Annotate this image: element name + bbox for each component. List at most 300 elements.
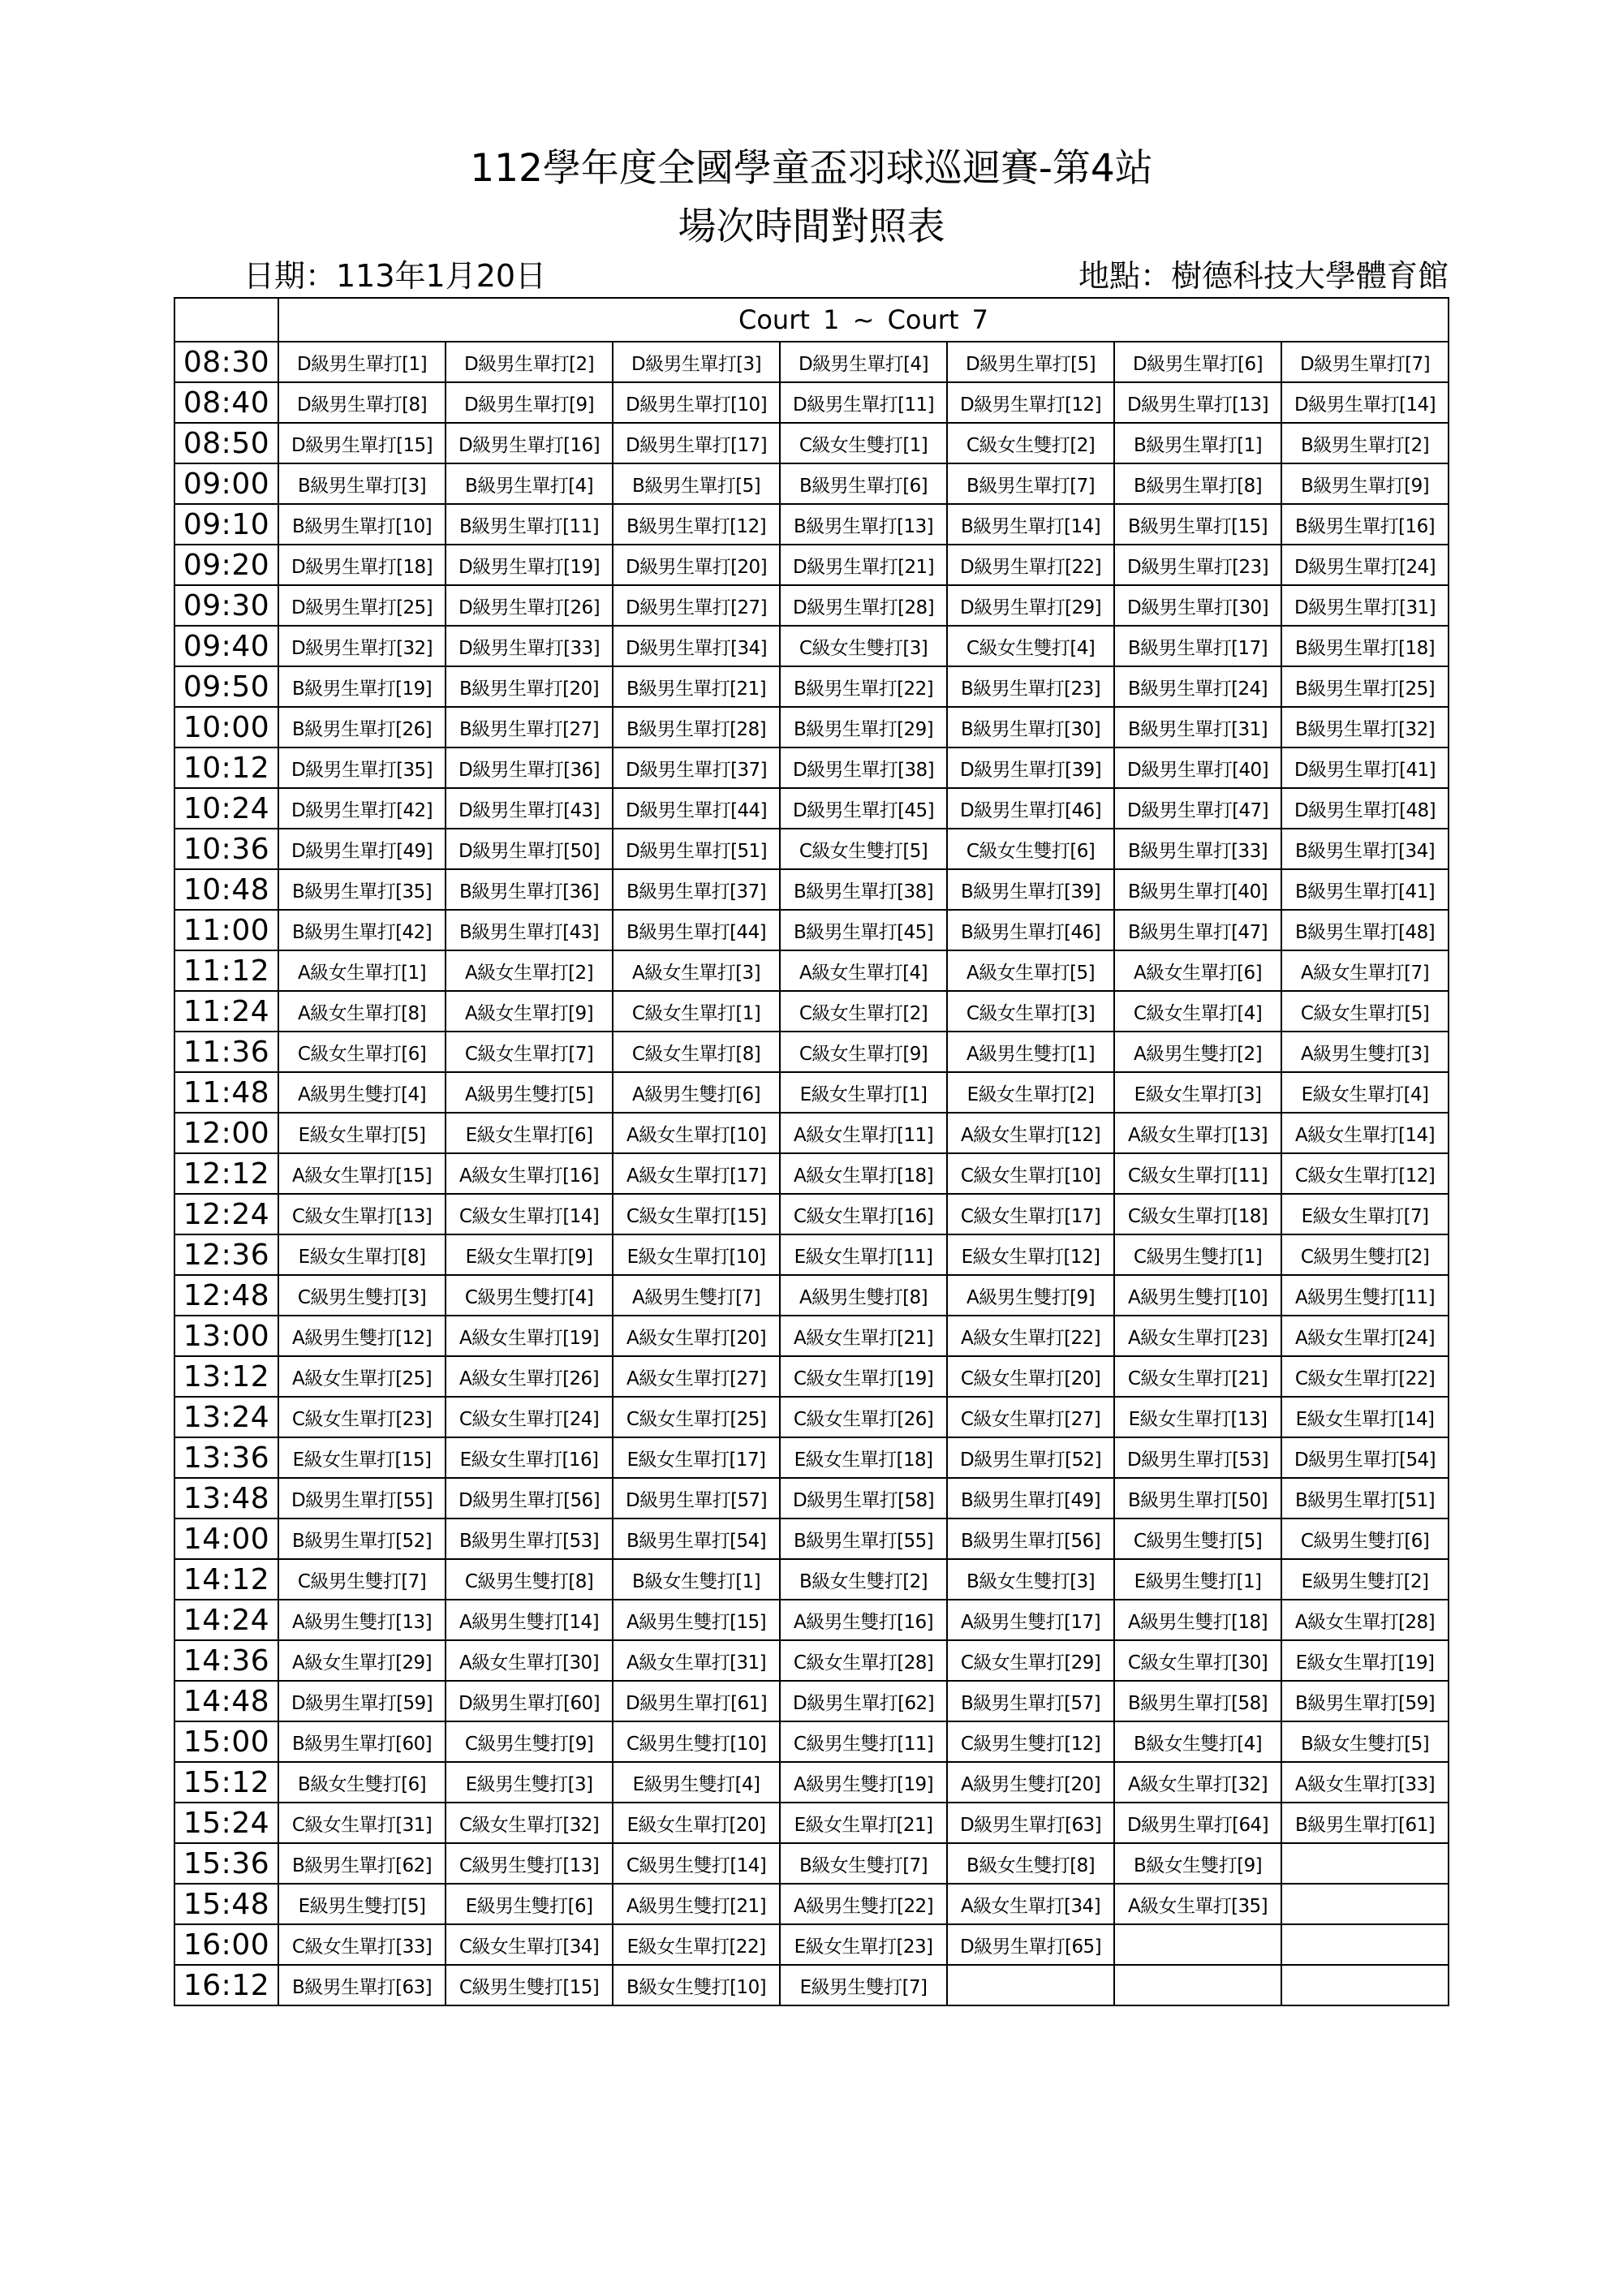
match-cell: C級女生單打[19] — [780, 1356, 947, 1397]
match-cell: A級男生雙打[19] — [780, 1762, 947, 1803]
match-cell: A級女生單打[20] — [613, 1316, 780, 1356]
match-cell: C級男生雙打[12] — [947, 1721, 1114, 1762]
court-header-row — [174, 298, 1449, 342]
match-cell: C級女生單打[9] — [780, 1032, 947, 1072]
match-cell: D級男生單打[36] — [446, 747, 613, 788]
match-cell: C級女生雙打[1] — [780, 423, 947, 463]
match-cell: C級女生單打[23] — [278, 1397, 446, 1437]
match-cell: A級男生雙打[4] — [278, 1072, 446, 1113]
match-cell: B級男生單打[54] — [613, 1518, 780, 1559]
match-cell: A級男生雙打[6] — [613, 1072, 780, 1113]
match-cell: D級男生單打[6] — [1114, 342, 1281, 382]
table-row — [174, 1518, 1449, 1559]
match-cell: D級男生單打[49] — [278, 829, 446, 869]
table-row — [174, 1356, 1449, 1397]
match-cell: E級女生單打[20] — [613, 1803, 780, 1843]
match-cell: B級男生單打[23] — [947, 666, 1114, 707]
match-cell: E級男生雙打[4] — [613, 1762, 780, 1803]
match-cell: C級女生單打[4] — [1114, 991, 1281, 1032]
match-cell: B級女生雙打[10] — [613, 1965, 780, 2005]
time-slot: 11:12 — [174, 950, 278, 991]
match-cell: B級男生單打[60] — [278, 1721, 446, 1762]
match-cell: D級男生單打[63] — [947, 1803, 1114, 1843]
match-cell: E級女生單打[13] — [1114, 1397, 1281, 1437]
match-cell: B級男生單打[53] — [446, 1518, 613, 1559]
match-cell: D級男生單打[64] — [1114, 1803, 1281, 1843]
match-cell: A級女生單打[27] — [613, 1356, 780, 1397]
match-cell: D級男生單打[9] — [446, 382, 613, 423]
time-slot: 16:00 — [174, 1924, 278, 1965]
match-cell: D級男生單打[33] — [446, 626, 613, 666]
match-cell: A級男生雙打[7] — [613, 1275, 780, 1316]
match-cell: B級男生單打[39] — [947, 869, 1114, 910]
match-cell: C級女生單打[14] — [446, 1194, 613, 1234]
time-slot: 11:36 — [174, 1032, 278, 1072]
match-cell: A級女生單打[6] — [1114, 950, 1281, 991]
table-row — [174, 342, 1449, 382]
page-title: 112學年度全國學童盃羽球巡迴賽-第4站 — [470, 146, 1153, 191]
match-cell: E級女生單打[12] — [947, 1234, 1114, 1275]
match-cell: B級男生單打[12] — [613, 504, 780, 545]
table-row — [174, 1721, 1449, 1762]
match-cell: C級女生單打[20] — [947, 1356, 1114, 1397]
table-row — [174, 991, 1449, 1032]
match-cell: D級男生單打[13] — [1114, 382, 1281, 423]
match-cell: E級女生單打[18] — [780, 1437, 947, 1478]
match-cell: B級男生單打[58] — [1114, 1681, 1281, 1721]
time-slot: 09:10 — [174, 504, 278, 545]
match-cell: D級男生單打[21] — [780, 545, 947, 585]
match-cell: A級男生雙打[13] — [278, 1600, 446, 1640]
table-row — [174, 910, 1449, 950]
match-cell: D級男生單打[14] — [1281, 382, 1449, 423]
table-row — [174, 707, 1449, 747]
match-cell: B級男生單打[21] — [613, 666, 780, 707]
match-cell: D級男生單打[37] — [613, 747, 780, 788]
time-slot: 11:24 — [174, 991, 278, 1032]
match-cell: B級男生單打[46] — [947, 910, 1114, 950]
match-cell: B級女生雙打[4] — [1114, 1721, 1281, 1762]
match-cell: B級男生單打[29] — [780, 707, 947, 747]
match-cell — [1114, 1924, 1281, 1965]
match-cell: D級男生單打[22] — [947, 545, 1114, 585]
match-cell: A級男生雙打[11] — [1281, 1275, 1449, 1316]
match-cell: D級男生單打[41] — [1281, 747, 1449, 788]
table-row — [174, 1965, 1449, 2005]
match-cell: B級男生單打[13] — [780, 504, 947, 545]
match-cell: B級男生單打[56] — [947, 1518, 1114, 1559]
match-cell: D級男生單打[4] — [780, 342, 947, 382]
time-slot: 09:40 — [174, 626, 278, 666]
match-cell: A級男生雙打[14] — [446, 1600, 613, 1640]
match-cell: C級女生單打[5] — [1281, 991, 1449, 1032]
table-row — [174, 1803, 1449, 1843]
match-cell: A級女生單打[34] — [947, 1884, 1114, 1924]
match-cell: C級男生雙打[10] — [613, 1721, 780, 1762]
time-slot: 10:36 — [174, 829, 278, 869]
time-slot: 15:00 — [174, 1721, 278, 1762]
match-cell: A級男生雙打[22] — [780, 1884, 947, 1924]
match-cell: E級女生單打[14] — [1281, 1397, 1449, 1437]
table-row — [174, 1234, 1449, 1275]
table-row — [174, 1762, 1449, 1803]
match-cell: D級男生單打[50] — [446, 829, 613, 869]
match-cell: B級男生單打[42] — [278, 910, 446, 950]
match-cell: C級女生單打[24] — [446, 1397, 613, 1437]
match-cell: D級男生單打[26] — [446, 585, 613, 626]
match-cell: A級男生雙打[1] — [947, 1032, 1114, 1072]
match-cell: E級女生單打[1] — [780, 1072, 947, 1113]
match-cell: C級女生單打[3] — [947, 991, 1114, 1032]
table-row — [174, 382, 1449, 423]
match-cell: B級男生單打[17] — [1114, 626, 1281, 666]
match-cell: A級女生單打[32] — [1114, 1762, 1281, 1803]
match-cell — [1281, 1843, 1449, 1884]
match-cell: B級男生單打[2] — [1281, 423, 1449, 463]
match-cell: B級男生單打[41] — [1281, 869, 1449, 910]
match-cell: C級女生雙打[2] — [947, 423, 1114, 463]
match-cell: E級男生雙打[5] — [278, 1884, 446, 1924]
match-cell: A級男生雙打[12] — [278, 1316, 446, 1356]
time-slot: 16:12 — [174, 1965, 278, 2005]
table-row — [174, 1437, 1449, 1478]
table-row — [174, 1072, 1449, 1113]
match-cell: A級女生單打[21] — [780, 1316, 947, 1356]
match-cell: C級男生雙打[6] — [1281, 1518, 1449, 1559]
match-cell: B級男生單打[7] — [947, 463, 1114, 504]
match-cell: B級男生單打[33] — [1114, 829, 1281, 869]
time-slot: 14:48 — [174, 1681, 278, 1721]
match-cell: B級男生單打[34] — [1281, 829, 1449, 869]
match-cell — [1281, 1965, 1449, 2005]
match-cell: B級男生單打[6] — [780, 463, 947, 504]
match-cell: A級女生單打[25] — [278, 1356, 446, 1397]
match-cell: D級男生單打[11] — [780, 382, 947, 423]
match-cell: A級男生雙打[3] — [1281, 1032, 1449, 1072]
match-cell: C級女生單打[17] — [947, 1194, 1114, 1234]
match-cell: E級男生雙打[6] — [446, 1884, 613, 1924]
time-slot: 11:48 — [174, 1072, 278, 1113]
match-cell: C級女生單打[25] — [613, 1397, 780, 1437]
match-cell: D級男生單打[54] — [1281, 1437, 1449, 1478]
match-cell: B級男生單打[15] — [1114, 504, 1281, 545]
time-slot: 10:24 — [174, 788, 278, 829]
match-cell: D級男生單打[10] — [613, 382, 780, 423]
match-cell: D級男生單打[25] — [278, 585, 446, 626]
match-cell: C級女生單打[33] — [278, 1924, 446, 1965]
match-cell: A級女生單打[28] — [1281, 1600, 1449, 1640]
match-cell: D級男生單打[48] — [1281, 788, 1449, 829]
table-row — [174, 950, 1449, 991]
match-cell: D級男生單打[61] — [613, 1681, 780, 1721]
match-cell: B級男生單打[19] — [278, 666, 446, 707]
match-cell: A級女生單打[8] — [278, 991, 446, 1032]
match-cell: C級女生單打[31] — [278, 1803, 446, 1843]
match-cell: A級女生單打[13] — [1114, 1113, 1281, 1153]
match-cell: B級男生單打[62] — [278, 1843, 446, 1884]
match-cell: A級男生雙打[16] — [780, 1600, 947, 1640]
time-slot: 10:00 — [174, 707, 278, 747]
match-cell: E級女生單打[3] — [1114, 1072, 1281, 1113]
match-cell: B級男生單打[47] — [1114, 910, 1281, 950]
match-cell: D級男生單打[7] — [1281, 342, 1449, 382]
match-cell: B級男生單打[63] — [278, 1965, 446, 2005]
time-slot: 14:00 — [174, 1518, 278, 1559]
table-row — [174, 504, 1449, 545]
match-cell: C級女生單打[29] — [947, 1640, 1114, 1681]
match-cell: D級男生單打[31] — [1281, 585, 1449, 626]
match-cell: B級男生單打[1] — [1114, 423, 1281, 463]
time-slot: 15:48 — [174, 1884, 278, 1924]
match-cell: B級男生單打[55] — [780, 1518, 947, 1559]
match-cell: D級男生單打[12] — [947, 382, 1114, 423]
time-slot: 15:24 — [174, 1803, 278, 1843]
match-cell: C級女生雙打[4] — [947, 626, 1114, 666]
match-cell: E級女生單打[16] — [446, 1437, 613, 1478]
table-row — [174, 1843, 1449, 1884]
time-slot: 08:40 — [174, 382, 278, 423]
match-cell: A級女生單打[11] — [780, 1113, 947, 1153]
match-cell: D級男生單打[62] — [780, 1681, 947, 1721]
match-cell: C級男生雙打[1] — [1114, 1234, 1281, 1275]
match-cell: B級女生雙打[2] — [780, 1559, 947, 1600]
time-slot: 09:00 — [174, 463, 278, 504]
time-slot: 13:12 — [174, 1356, 278, 1397]
match-cell: D級男生單打[57] — [613, 1478, 780, 1518]
match-cell: A級男生雙打[21] — [613, 1884, 780, 1924]
match-cell: C級女生單打[22] — [1281, 1356, 1449, 1397]
match-cell: D級男生單打[32] — [278, 626, 446, 666]
match-cell: B級女生雙打[9] — [1114, 1843, 1281, 1884]
match-cell: E級女生單打[2] — [947, 1072, 1114, 1113]
table-row — [174, 1153, 1449, 1194]
match-cell: E級女生單打[6] — [446, 1113, 613, 1153]
event-venue: 地點：樹德科技大學體育館 — [1078, 258, 1449, 294]
match-cell: E級女生單打[11] — [780, 1234, 947, 1275]
schedule-body — [174, 342, 1449, 2005]
match-cell: C級女生單打[26] — [780, 1397, 947, 1437]
match-cell: D級男生單打[52] — [947, 1437, 1114, 1478]
match-cell: C級女生單打[1] — [613, 991, 780, 1032]
match-cell: B級男生單打[31] — [1114, 707, 1281, 747]
match-cell: B級男生單打[40] — [1114, 869, 1281, 910]
match-cell: B級男生單打[16] — [1281, 504, 1449, 545]
match-cell: D級男生單打[44] — [613, 788, 780, 829]
match-cell: C級女生單打[32] — [446, 1803, 613, 1843]
match-cell: C級女生單打[34] — [446, 1924, 613, 1965]
time-slot: 12:36 — [174, 1234, 278, 1275]
court-header: Court 1 ~ Court 7 — [278, 298, 1449, 342]
time-slot: 13:24 — [174, 1397, 278, 1437]
match-cell: C級男生雙打[11] — [780, 1721, 947, 1762]
match-cell: E級女生單打[15] — [278, 1437, 446, 1478]
table-row — [174, 1681, 1449, 1721]
time-slot: 11:00 — [174, 910, 278, 950]
match-cell: C級男生雙打[3] — [278, 1275, 446, 1316]
match-cell: E級女生單打[19] — [1281, 1640, 1449, 1681]
time-slot: 15:36 — [174, 1843, 278, 1884]
time-slot: 12:24 — [174, 1194, 278, 1234]
match-cell: B級女生雙打[5] — [1281, 1721, 1449, 1762]
match-cell: C級女生單打[21] — [1114, 1356, 1281, 1397]
match-cell: D級男生單打[39] — [947, 747, 1114, 788]
match-cell: C級男生雙打[7] — [278, 1559, 446, 1600]
table-row — [174, 1640, 1449, 1681]
match-cell: C級男生雙打[8] — [446, 1559, 613, 1600]
match-cell: A級女生單打[24] — [1281, 1316, 1449, 1356]
table-row — [174, 666, 1449, 707]
table-row — [174, 626, 1449, 666]
match-cell: D級男生單打[27] — [613, 585, 780, 626]
match-cell: A級男生雙打[2] — [1114, 1032, 1281, 1072]
table-row — [174, 423, 1449, 463]
match-cell: B級男生單打[3] — [278, 463, 446, 504]
match-cell: C級女生單打[15] — [613, 1194, 780, 1234]
event-date: 日期：113年1月20日 — [243, 258, 547, 294]
match-cell: D級男生單打[23] — [1114, 545, 1281, 585]
match-cell: D級男生單打[16] — [446, 423, 613, 463]
match-cell: B級男生單打[52] — [278, 1518, 446, 1559]
match-cell: E級女生單打[7] — [1281, 1194, 1449, 1234]
match-cell: A級男生雙打[20] — [947, 1762, 1114, 1803]
match-cell: A級男生雙打[17] — [947, 1600, 1114, 1640]
match-cell: D級男生單打[2] — [446, 342, 613, 382]
match-cell: B級男生單打[11] — [446, 504, 613, 545]
match-cell: D級男生單打[40] — [1114, 747, 1281, 788]
match-cell: C級女生單打[28] — [780, 1640, 947, 1681]
match-cell: E級男生雙打[7] — [780, 1965, 947, 2005]
match-cell: B級女生雙打[1] — [613, 1559, 780, 1600]
match-cell: A級女生單打[33] — [1281, 1762, 1449, 1803]
match-cell: B級男生單打[44] — [613, 910, 780, 950]
table-row — [174, 1194, 1449, 1234]
match-cell: B級男生單打[14] — [947, 504, 1114, 545]
match-cell: D級男生單打[30] — [1114, 585, 1281, 626]
match-cell: D級男生單打[1] — [278, 342, 446, 382]
match-cell: B級男生單打[24] — [1114, 666, 1281, 707]
time-slot: 08:30 — [174, 342, 278, 382]
match-cell: A級女生單打[1] — [278, 950, 446, 991]
match-cell: C級男生雙打[9] — [446, 1721, 613, 1762]
match-cell: B級男生單打[32] — [1281, 707, 1449, 747]
time-slot: 09:30 — [174, 585, 278, 626]
table-row — [174, 1032, 1449, 1072]
match-cell: D級男生單打[5] — [947, 342, 1114, 382]
match-cell: A級女生單打[3] — [613, 950, 780, 991]
time-slot: 08:50 — [174, 423, 278, 463]
match-cell: A級女生單打[19] — [446, 1316, 613, 1356]
match-cell: A級女生單打[22] — [947, 1316, 1114, 1356]
match-cell: C級女生單打[27] — [947, 1397, 1114, 1437]
match-cell: D級男生單打[53] — [1114, 1437, 1281, 1478]
match-cell: D級男生單打[60] — [446, 1681, 613, 1721]
table-row — [174, 1113, 1449, 1153]
match-cell: A級男生雙打[15] — [613, 1600, 780, 1640]
match-cell: E級女生單打[9] — [446, 1234, 613, 1275]
match-cell: B級男生單打[27] — [446, 707, 613, 747]
match-cell: A級女生單打[14] — [1281, 1113, 1449, 1153]
match-cell: B級男生單打[50] — [1114, 1478, 1281, 1518]
match-cell: C級女生單打[16] — [780, 1194, 947, 1234]
match-cell: B級男生單打[20] — [446, 666, 613, 707]
match-cell: D級男生單打[3] — [613, 342, 780, 382]
match-cell: E級女生單打[10] — [613, 1234, 780, 1275]
time-slot: 15:12 — [174, 1762, 278, 1803]
match-cell: C級女生單打[18] — [1114, 1194, 1281, 1234]
match-cell: A級女生單打[16] — [446, 1153, 613, 1194]
table-row — [174, 463, 1449, 504]
table-row — [174, 1924, 1449, 1965]
match-cell: C級女生雙打[5] — [780, 829, 947, 869]
match-cell: E級女生單打[5] — [278, 1113, 446, 1153]
match-cell: B級女生雙打[7] — [780, 1843, 947, 1884]
match-cell: A級女生單打[9] — [446, 991, 613, 1032]
match-cell: D級男生單打[46] — [947, 788, 1114, 829]
match-cell: C級女生單打[10] — [947, 1153, 1114, 1194]
match-cell: A級女生單打[26] — [446, 1356, 613, 1397]
match-cell: D級男生單打[38] — [780, 747, 947, 788]
match-cell: A級女生單打[31] — [613, 1640, 780, 1681]
time-slot: 10:48 — [174, 869, 278, 910]
time-slot: 12:48 — [174, 1275, 278, 1316]
match-cell: B級男生單打[26] — [278, 707, 446, 747]
match-cell — [947, 1965, 1114, 2005]
match-cell: E級女生單打[23] — [780, 1924, 947, 1965]
match-cell: A級女生單打[18] — [780, 1153, 947, 1194]
time-slot: 10:12 — [174, 747, 278, 788]
table-row — [174, 829, 1449, 869]
match-cell: D級男生單打[19] — [446, 545, 613, 585]
match-cell: B級男生單打[43] — [446, 910, 613, 950]
match-cell: D級男生單打[18] — [278, 545, 446, 585]
match-cell: B級男生單打[49] — [947, 1478, 1114, 1518]
table-row — [174, 585, 1449, 626]
time-slot: 13:48 — [174, 1478, 278, 1518]
match-cell: A級女生單打[29] — [278, 1640, 446, 1681]
match-cell: B級男生單打[35] — [278, 869, 446, 910]
match-cell: B級女生雙打[3] — [947, 1559, 1114, 1600]
match-cell: B級男生單打[51] — [1281, 1478, 1449, 1518]
table-row — [174, 1559, 1449, 1600]
match-cell: B級男生單打[38] — [780, 869, 947, 910]
match-cell: B級男生單打[10] — [278, 504, 446, 545]
match-cell: B級男生單打[22] — [780, 666, 947, 707]
match-cell: E級男生雙打[2] — [1281, 1559, 1449, 1600]
match-cell: C級女生單打[8] — [613, 1032, 780, 1072]
match-cell: E級女生單打[17] — [613, 1437, 780, 1478]
table-row — [174, 1600, 1449, 1640]
match-cell: D級男生單打[65] — [947, 1924, 1114, 1965]
match-cell: C級男生雙打[2] — [1281, 1234, 1449, 1275]
match-cell — [1114, 1965, 1281, 2005]
match-cell: D級男生單打[56] — [446, 1478, 613, 1518]
match-cell: D級男生單打[29] — [947, 585, 1114, 626]
match-cell: D級男生單打[17] — [613, 423, 780, 463]
match-cell: A級男生雙打[5] — [446, 1072, 613, 1113]
match-cell: A級女生單打[4] — [780, 950, 947, 991]
match-cell: A級女生單打[30] — [446, 1640, 613, 1681]
match-cell: E級女生單打[22] — [613, 1924, 780, 1965]
time-slot: 09:20 — [174, 545, 278, 585]
corner-cell — [174, 298, 278, 342]
match-cell: E級男生雙打[1] — [1114, 1559, 1281, 1600]
match-cell: D級男生單打[8] — [278, 382, 446, 423]
match-cell: B級女生雙打[6] — [278, 1762, 446, 1803]
table-row — [174, 545, 1449, 585]
match-cell: B級男生單打[48] — [1281, 910, 1449, 950]
match-cell: E級女生單打[8] — [278, 1234, 446, 1275]
time-slot: 12:00 — [174, 1113, 278, 1153]
